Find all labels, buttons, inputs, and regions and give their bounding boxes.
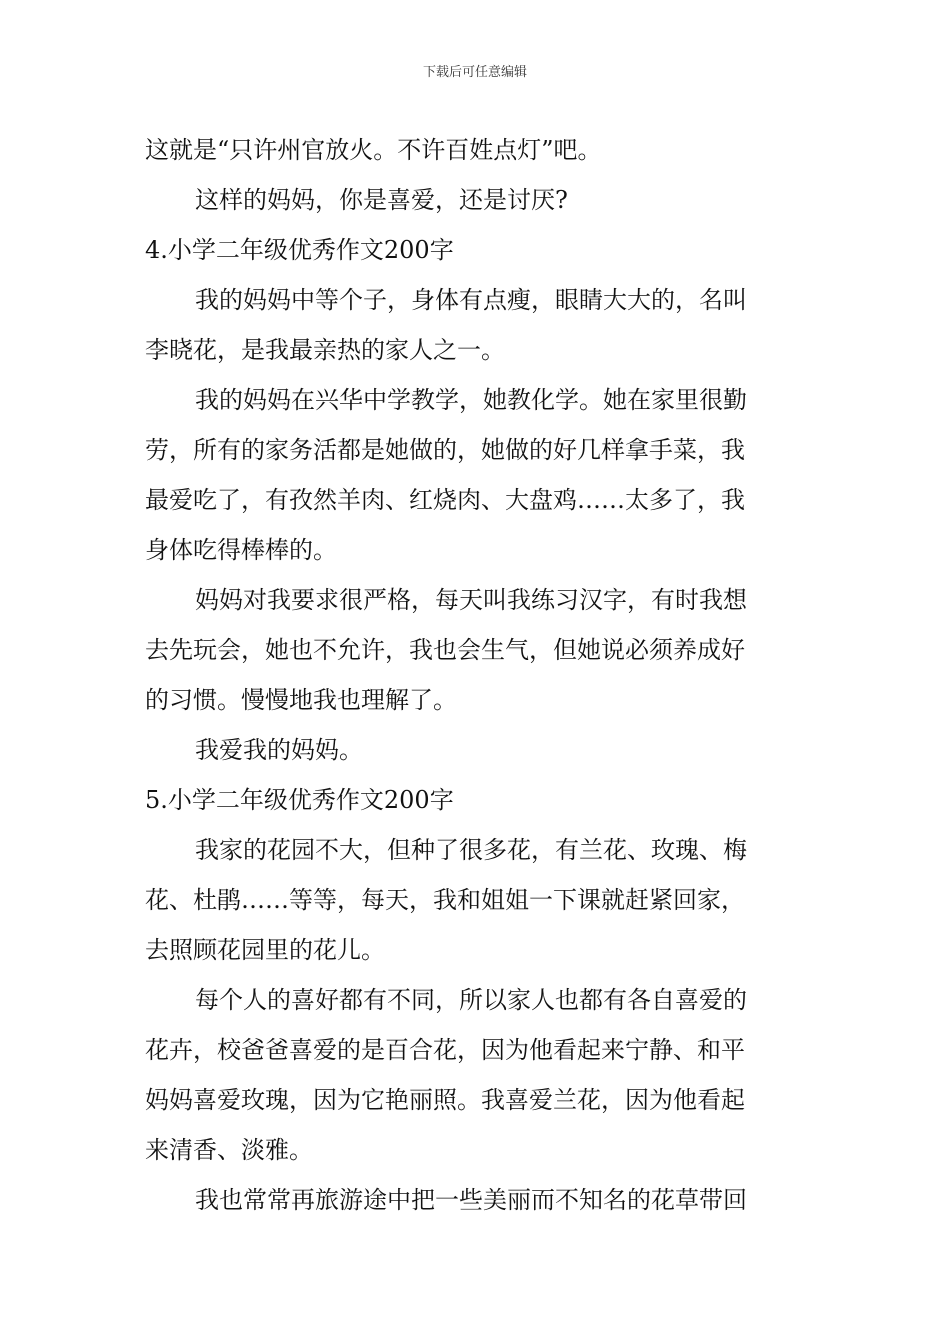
text-line: 来清香、淡雅。: [145, 1136, 313, 1164]
text-line: 的习惯。慢慢地我也理解了。: [145, 686, 457, 714]
section-heading: 5.小学二年级优秀作文200字: [145, 786, 454, 814]
text-line: 我也常常再旅游途中把一些美丽而不知名的花草带回: [195, 1186, 747, 1214]
text-line: 最爱吃了，有孜然羊肉、红烧肉、大盘鸡……太多了，我: [145, 486, 745, 514]
text-line: 这样的妈妈，你是喜爱，还是讨厌?: [195, 186, 568, 214]
text-line: 花、杜鹃……等等，每天，我和姐姐一下课就赶紧回家，: [145, 886, 745, 914]
text-line: 这就是“只许州官放火。不许百姓点灯”吧。: [145, 136, 602, 164]
text-line: 我的妈妈在兴华中学教学，她教化学。她在家里很勤: [195, 386, 747, 414]
text-line: 每个人的喜好都有不同，所以家人也都有各自喜爱的: [195, 986, 747, 1014]
text-line: 妈妈喜爱玫瑰，因为它艳丽照。我喜爱兰花，因为他看起: [145, 1086, 745, 1114]
text-line: 去先玩会，她也不允许，我也会生气，但她说必须养成好: [145, 636, 745, 664]
text-line: 花卉，校爸爸喜爱的是百合花，因为他看起来宁静、和平: [145, 1036, 745, 1064]
text-line: 身体吃得棒棒的。: [145, 536, 337, 564]
text-line: 去照顾花园里的花儿。: [145, 936, 385, 964]
text-line: 劳，所有的家务活都是她做的，她做的好几样拿手菜，我: [145, 436, 745, 464]
text-line: 我的妈妈中等个子，身体有点瘦，眼睛大大的，名叫: [195, 286, 747, 314]
text-line: 妈妈对我要求很严格，每天叫我练习汉字，有时我想: [195, 586, 747, 614]
page-header: 下载后可任意编辑: [422, 65, 527, 80]
section-heading: 4.小学二年级优秀作文200字: [145, 236, 454, 264]
text-line: 李晓花，是我最亲热的家人之一。: [145, 336, 505, 364]
text-line: 我爱我的妈妈。: [195, 736, 363, 764]
text-line: 我家的花园不大，但种了很多花，有兰花、玫瑰、梅: [195, 836, 747, 864]
